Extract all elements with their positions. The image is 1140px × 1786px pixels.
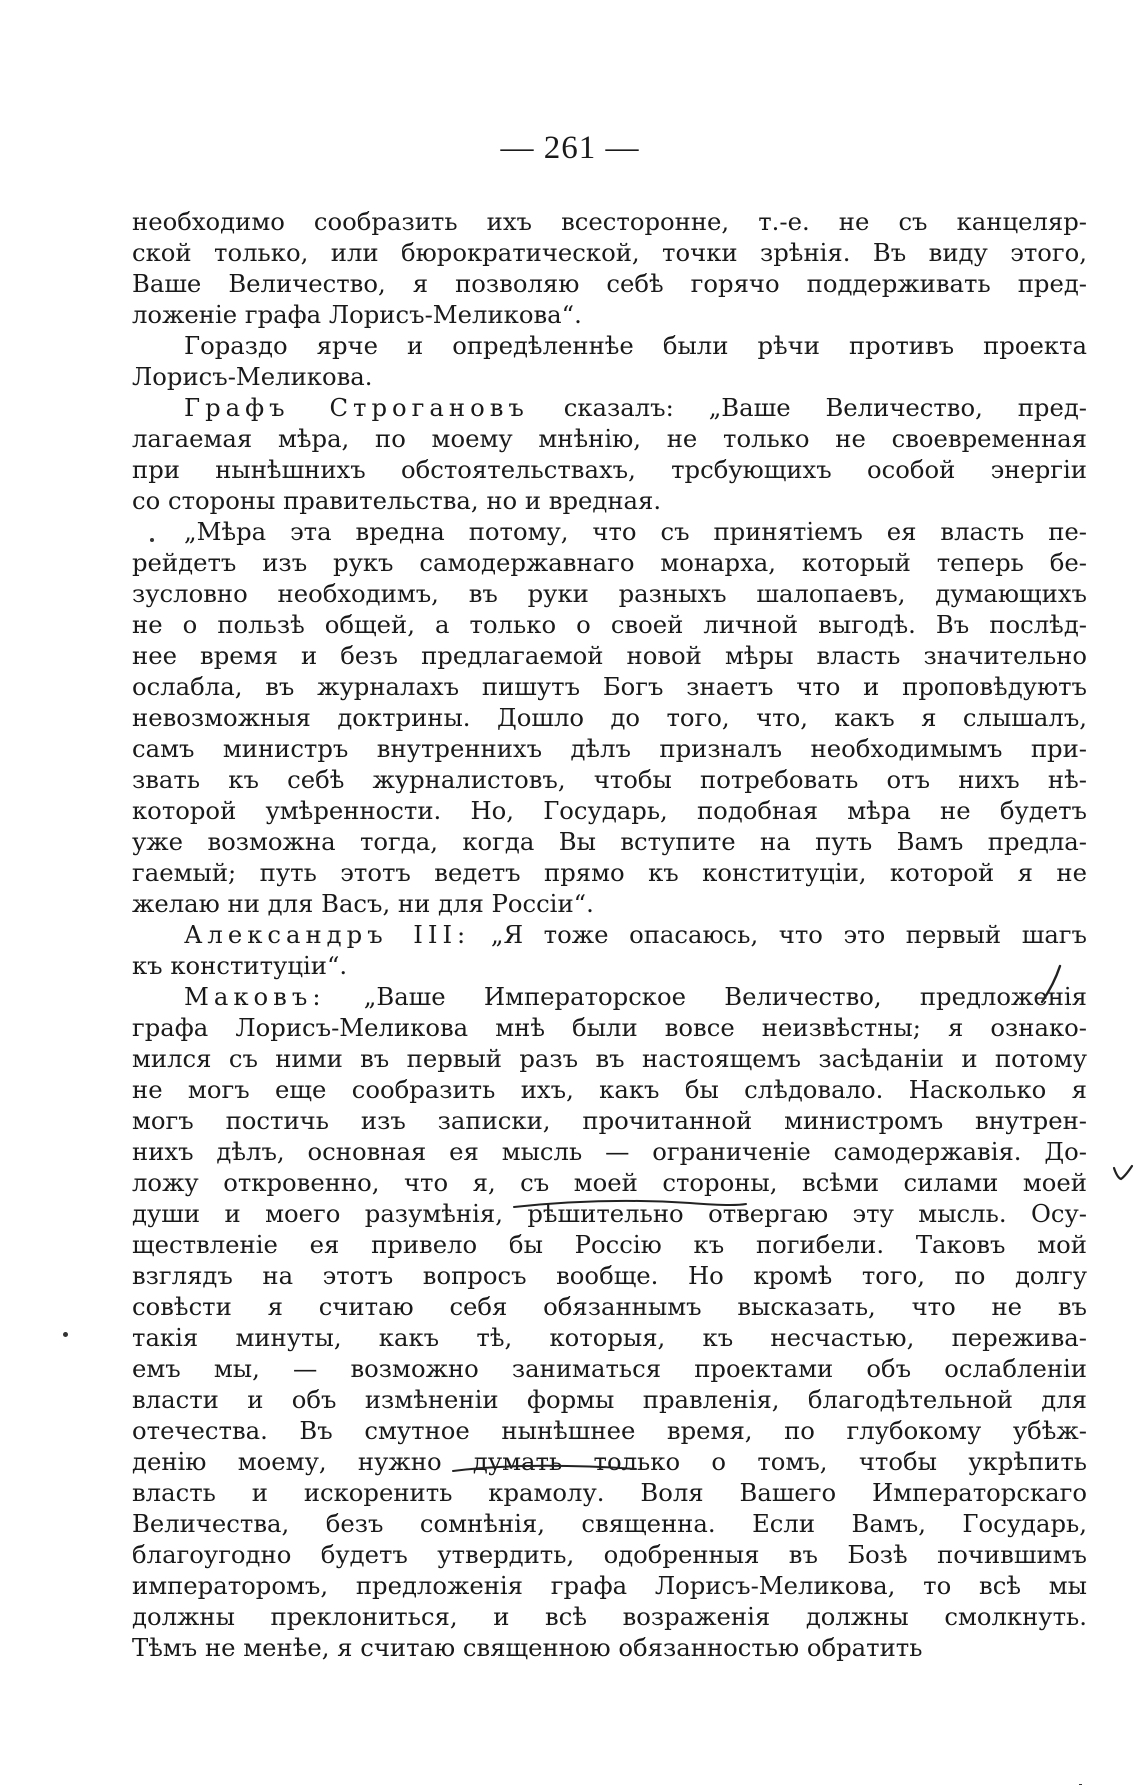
text-line: императоромъ, предложенія графа Лорисъ-Меликова, то всѣ мы (132, 1571, 1087, 1600)
text-line: совѣсти я считаю себя обязаннымъ высказать, что не въ (132, 1292, 1087, 1321)
text-line: благоугодно будетъ утвердить, одобренныя въ Бозѣ почившимъ (132, 1540, 1087, 1569)
text-line: могъ постичь изъ записки, прочитанной министромъ внутрен- (132, 1106, 1087, 1135)
text-line: ложеніе графа Лорисъ-Меликова“. (132, 300, 582, 329)
text-line: звать къ себѣ журналистовъ, чтобы потребовать отъ нихъ нѣ- (132, 765, 1087, 794)
text-line: денію моему, нужно думать только о томъ, чтобы укрѣпить (132, 1447, 1087, 1476)
text-line: Гораздо ярче и опредѣленнѣе были рѣчи противъ проекта (184, 331, 1087, 360)
text-line: должны преклониться, и всѣ возраженія должны смолкнуть. (132, 1602, 1087, 1631)
text-line: рейдетъ изъ рукъ самодержавнаго монарха, который теперь бе- (132, 548, 1087, 577)
text-line: ложу откровенно, что я, съ моей стороны, всѣми силами моей (132, 1168, 1087, 1197)
text-line: „Мѣра эта вредна потому, что съ принятіемъ ея власть пе- (184, 517, 1087, 546)
text-line: Александръ III: „Я тоже опасаюсь, что это первый шагъ (184, 920, 1087, 949)
text-line: при нынѣшнихъ обстоятельствахъ, трсбующихъ особой энергіи (132, 455, 1087, 484)
text-line: взглядъ на этотъ вопросъ вообще. Но кромѣ того, по долгу (132, 1261, 1087, 1290)
text-line: Маковъ: „Ваше Императорское Величество, предложенія (184, 982, 1087, 1011)
margin-dot (1079, 1784, 1082, 1785)
text-line: не могъ еще сообразить ихъ, какъ бы слѣдовало. Насколько я (132, 1075, 1087, 1104)
handwritten-underline-2 (450, 1459, 640, 1477)
text-line: зусловно необходимъ, въ руки разныхъ шалопаевъ, думающихъ (132, 579, 1087, 608)
text-line: къ конституціи“. (132, 951, 348, 980)
text-line: Графъ Строгановъ сказалъ: „Ваше Величество, пред- (184, 393, 1087, 422)
text-line: нихъ дѣлъ, основная ея мысль — ограниченіе самодержавія. До- (132, 1137, 1087, 1166)
text-line: невозможныя доктрины. Дошло до того, что, какъ я слышалъ, (132, 703, 1087, 732)
text-line: гаемый; путь этотъ ведетъ прямо къ конституціи, которой я не (132, 858, 1087, 887)
page-number: — 261 — (500, 130, 640, 166)
text-line: Лорисъ-Меликова. (132, 362, 373, 391)
text-line: Величества, безъ сомнѣнія, священна. Если Вамъ, Государь, (132, 1509, 1087, 1538)
speaker-name: Маковъ: (184, 982, 326, 1011)
text-line: уже возможна тогда, когда Вы вступите на путь Вамъ предла- (132, 827, 1087, 856)
text-line: ослабла, въ журналахъ пишутъ Богъ знаетъ что и проповѣдуютъ (132, 672, 1087, 701)
speaker-name: Александръ III: (184, 920, 471, 949)
text-line: которой умѣренности. Но, Государь, подобная мѣра не будетъ (132, 796, 1087, 825)
text-line: графа Лорисъ-Меликова мнѣ были вовсе неизвѣстны; я ознако- (132, 1013, 1087, 1042)
body-text (132, 206, 1087, 1663)
text-line: не о пользѣ общей, а только о своей личной выгодѣ. Въ послѣд- (132, 610, 1087, 639)
text-line: желаю ни для Васъ, ни для Россіи“. (132, 889, 594, 918)
margin-dot (150, 538, 154, 542)
text-line: отечества. Въ смутное нынѣшнее время, по глубокому убѣж- (132, 1416, 1087, 1445)
text-line: со стороны правительства, но и вредная. (132, 486, 662, 515)
text-line: власть и искоренить крамолу. Воля Вашего Императорскаго (132, 1478, 1087, 1507)
text-line: самъ министръ внутреннихъ дѣлъ призналъ необходимымъ при- (132, 734, 1087, 763)
text-line: необходимо сообразить ихъ всесторонне, т.-е. не съ канцеляр- (132, 207, 1087, 236)
text-line: емъ мы, — возможно заниматься проектами объ ослабленіи (132, 1354, 1087, 1383)
text-line: мился съ ними въ первый разъ въ настоящемъ засѣданіи и потому (132, 1044, 1087, 1073)
text-line: Тѣмъ не менѣе, я считаю священною обязанностью обратить (132, 1633, 923, 1662)
text-line: лагаемая мѣра, по моему мнѣнію, не только не своевременная (132, 424, 1087, 453)
text-line: власти и объ измѣненіи формы правленія, благодѣтельной для (132, 1385, 1087, 1414)
handwritten-check-mark (1112, 1162, 1134, 1184)
handwritten-slash-mark (1038, 962, 1068, 1006)
text-line: ществленіе ея привело бы Россію къ погибели. Таковъ мой (132, 1230, 1087, 1259)
speaker-name: Графъ Строгановъ (184, 393, 529, 422)
handwritten-underline-1 (510, 1193, 750, 1213)
margin-dot (63, 1332, 68, 1337)
text-line: ской только, или бюрократической, точки зрѣнія. Въ виду этого, (132, 238, 1087, 267)
text-line: нее время и безъ предлагаемой новой мѣры власть значительно (132, 641, 1087, 670)
text-line: такія минуты, какъ тѣ, которыя, къ несчастью, пережива- (132, 1323, 1087, 1352)
text-line: души и моего разумѣнія, рѣшительно отвергаю эту мысль. Осу- (132, 1199, 1087, 1228)
text-line: Ваше Величество, я позволяю себѣ горячо поддерживать пред- (132, 269, 1087, 298)
